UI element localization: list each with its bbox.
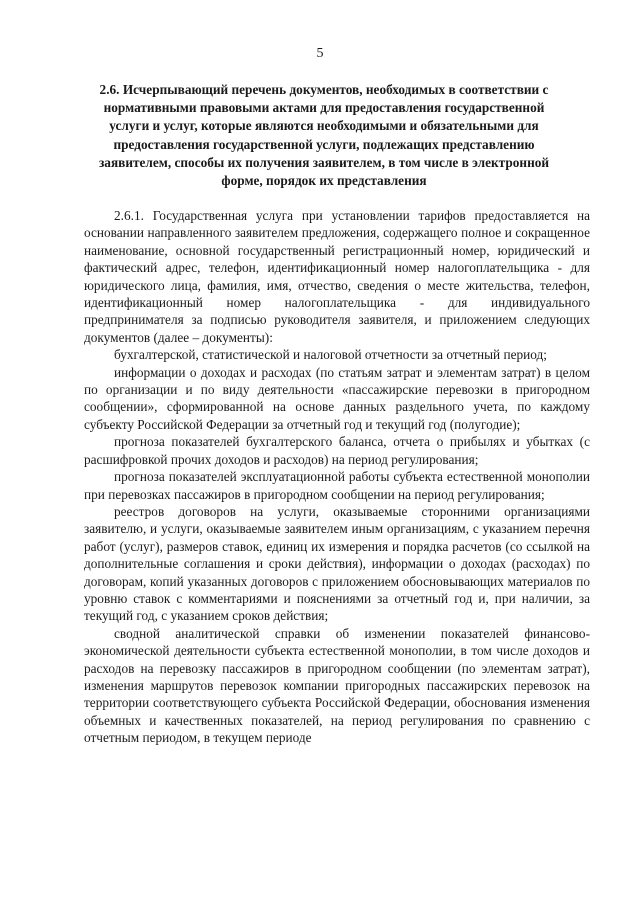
paragraph-contract-registers: реестров договоров на услуги, оказываемые сторонними организациями заявителю, и услуги, оказываемые заявителем иным организациям, с указанием перечня работ (услуг), размеров ставок, единиц их измерения и порядка расчетов (со ссылкой на дополнительные соглашения и сроки действия), информации о доходах (расходах) по договорам, копий указанных договоров с приложением обосновывающих материалов по уровню ставок с комментариями и пояснениями за отчетный год и, при наличии, за текущий год, с указанием сроков действия; bbox=[84, 503, 590, 624]
paragraph-income-expenses: информации о доходах и расходах (по статьям затрат и элементам затрат) в целом по организации и по виду деятельности «пассажирские перевозки в пригородном сообщении», сформированной на основе данных раздельного учета, по каждому субъекту Российской Федерации за отчетный год и текущий год (полугодие); bbox=[84, 364, 590, 432]
page-number: 5 bbox=[316, 46, 324, 61]
paragraph-operational-forecast: прогноза показателей эксплуатационной работы субъекта естественной монополии при перевозках пассажиров в пригородном сообщении на период регулирования; bbox=[84, 469, 590, 502]
paragraph-analytical-summary: сводной аналитической справки об изменении показателей финансово-экономической деятельности субъекта естественной монополии, в том числе доходов и расходов на перевозку пассажиров в пригородном сообщении (по элементам затрат), изменения маршрутов перевозок компании пригородных пассажирских перевозок на территории соответствующего субъекта Российской Федерации, обоснования изменения объемных и качественных показателей, на период регулирования по сравнению с отчетным периодом, в текущем периоде bbox=[84, 625, 590, 746]
paragraph-accounting-reports: бухгалтерской, статистической и налоговой отчетности за отчетный период; bbox=[114, 347, 548, 363]
document-body bbox=[84, 207, 590, 747]
paragraph-balance-forecast: прогноза показателей бухгалтерского баланса, отчета о прибылях и убытках (с расшифровкой прочих доходов и расходов) на период регулирования; bbox=[84, 434, 590, 467]
paragraph-2-6-1: 2.6.1. Государственная услуга при установлении тарифов предоставляется на основании направленного заявителем предложения, содержащего полное и сокращенное наименование, основной государственный регистрационный номер, юридический и фактический адрес, телефон, идентификационный номер налогоплательщика - для юридического лица, фамилия, имя, отчество, сведения о месте жительства, телефон, идентификационный номер налогоплательщика - для индивидуального предпринимателя за подписью руководителя заявителя, и приложением следующих документов (далее – документы): bbox=[84, 208, 590, 345]
section-heading: 2.6. Исчерпывающий перечень документов, необходимых в соответствии с нормативными правовыми актами для предоставления государственной услуги и услуг, которые являются необходимыми и обязательными для предоставления государственной услуги, подлежащих представлению заявителем, способы их получения заявителем, в том числе в электронной форме, порядок их представления bbox=[98, 82, 550, 189]
